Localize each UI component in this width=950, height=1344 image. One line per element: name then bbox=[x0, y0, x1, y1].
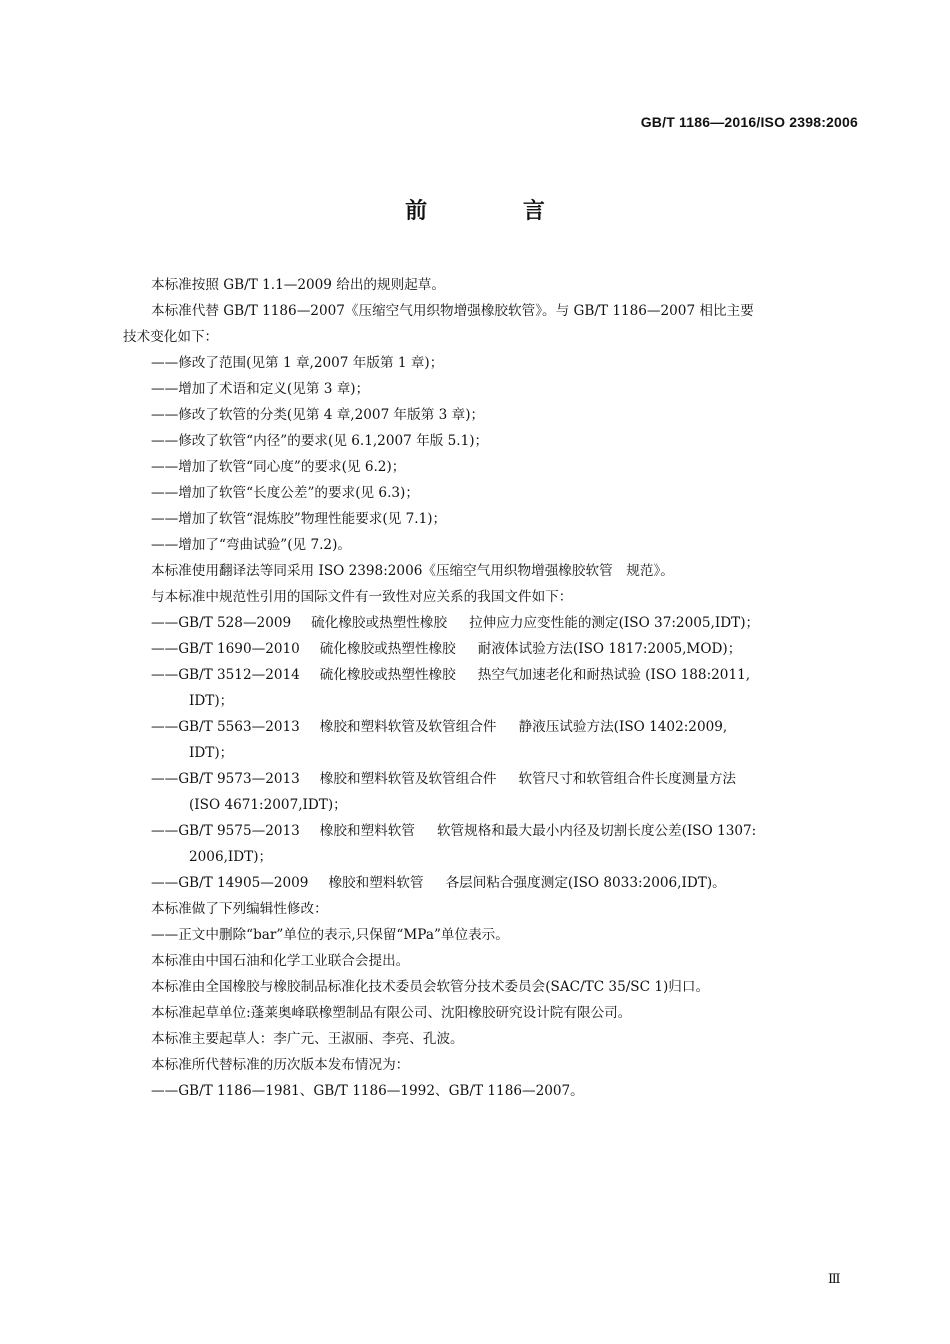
reference-code: ——GB/T 5563—2013 bbox=[151, 719, 300, 735]
page-title: 前 言 bbox=[405, 199, 589, 224]
reference-continuation: 2006,IDT)； bbox=[189, 849, 273, 865]
reference-title-main: 硫化橡胶或热塑性橡胶 bbox=[311, 615, 448, 631]
reference-title-sub: 热空气加速老化和耐热试验 (ISO 188:2011, bbox=[477, 667, 751, 683]
change-item: ——修改了软管的分类(见第 4 章,2007 年版第 3 章)； bbox=[151, 407, 485, 423]
reference-title-main: 橡胶和塑料软管及软管组合件 bbox=[319, 771, 497, 787]
reference-continuation: IDT)； bbox=[189, 745, 234, 761]
change-item: ——增加了“弯曲试验”(见 7.2)。 bbox=[151, 537, 351, 553]
change-item: ——增加了软管“同心度”的要求(见 6.2)； bbox=[151, 459, 406, 475]
reference-continuation: (ISO 4671:2007,IDT)； bbox=[189, 797, 347, 813]
reference-item bbox=[123, 662, 861, 688]
paragraph: 本标准所代替标准的历次版本发布情况为： bbox=[151, 1057, 410, 1073]
reference-item bbox=[123, 818, 861, 844]
reference-title-sub: 耐液体试验方法(ISO 1817:2005,MOD)； bbox=[477, 641, 742, 657]
paragraph: 与本标准中规范性引用的国际文件有一致性对应关系的我国文件如下： bbox=[151, 589, 573, 605]
paragraph: 本标准由全国橡胶与橡胶制品标准化技术委员会软管分技术委员会(SAC/TC 35/SC 1)归口。 bbox=[151, 979, 710, 995]
reference-code: ——GB/T 3512—2014 bbox=[151, 667, 300, 683]
paragraph-continuation: 技术变化如下： bbox=[123, 329, 219, 345]
reference-title-sub: 静液压试验方法(ISO 1402:2009, bbox=[518, 719, 728, 735]
reference-title-sub: 各层间粘合强度测定(ISO 8033:2006,IDT)。 bbox=[445, 875, 726, 891]
reference-item bbox=[123, 714, 861, 740]
foreword-body bbox=[123, 272, 861, 1104]
standard-number-header: GB/T 1186—2016/ISO 2398:2006 bbox=[640, 114, 858, 130]
paragraph: 本标准由中国石油和化学工业联合会提出。 bbox=[151, 953, 410, 969]
reference-item bbox=[123, 636, 861, 662]
change-item: ——修改了范围(见第 1 章,2007 年版第 1 章)； bbox=[151, 355, 444, 371]
paragraph: 本标准按照 GB/T 1.1—2009 给出的规则起草。 bbox=[151, 277, 445, 293]
reference-title-main: 橡胶和塑料软管 bbox=[328, 875, 424, 891]
reference-title-sub: 软管尺寸和软管组合件长度测量方法 bbox=[518, 771, 737, 787]
reference-title-main: 橡胶和塑料软管 bbox=[319, 823, 415, 839]
reference-code: ——GB/T 14905—2009 bbox=[151, 875, 309, 891]
change-item: ——增加了软管“长度公差”的要求(见 6.3)； bbox=[151, 485, 419, 501]
reference-item bbox=[123, 610, 861, 636]
reference-code: ——GB/T 9573—2013 bbox=[151, 771, 300, 787]
reference-code: ——GB/T 1690—2010 bbox=[151, 641, 300, 657]
paragraph: 本标准起草单位:蓬莱奥峰联橡塑制品有限公司、沈阳橡胶研究设计院有限公司。 bbox=[151, 1005, 632, 1021]
reference-title-sub: 软管规格和最大最小内径及切割长度公差(ISO 1307: bbox=[436, 823, 757, 839]
change-item: ——修改了软管“内径”的要求(见 6.1,2007 年版 5.1)； bbox=[151, 433, 489, 449]
page-number: Ⅲ bbox=[828, 1272, 841, 1287]
change-item: ——增加了软管“混炼胶”物理性能要求(见 7.1)； bbox=[151, 511, 447, 527]
paragraph: 本标准做了下列编辑性修改： bbox=[151, 901, 328, 917]
reference-continuation: IDT)； bbox=[189, 693, 234, 709]
reference-title-sub: 拉伸应力应变性能的测定(ISO 37:2005,IDT)； bbox=[469, 615, 760, 631]
reference-code: ——GB/T 528—2009 bbox=[151, 615, 292, 631]
reference-item bbox=[123, 766, 861, 792]
paragraph: 本标准主要起草人：李广元、王淑丽、李亮、孔波。 bbox=[151, 1031, 464, 1047]
reference-item bbox=[123, 870, 861, 896]
reference-title-main: 硫化橡胶或热塑性橡胶 bbox=[319, 641, 456, 657]
history-item: ——GB/T 1186—1981、GB/T 1186—1992、GB/T 1186—2007。 bbox=[151, 1083, 584, 1099]
paragraph: 本标准使用翻译法等同采用 ISO 2398:2006《压缩空气用织物增强橡胶软管 规范》。 bbox=[151, 563, 674, 579]
reference-title-main: 橡胶和塑料软管及软管组合件 bbox=[319, 719, 497, 735]
reference-title-main: 硫化橡胶或热塑性橡胶 bbox=[319, 667, 456, 683]
change-item: ——增加了术语和定义(见第 3 章)； bbox=[151, 381, 370, 397]
reference-code: ——GB/T 9575—2013 bbox=[151, 823, 300, 839]
paragraph: 本标准代替 GB/T 1186—2007《压缩空气用织物增强橡胶软管》。与 GB/T 1186—2007 相比主要 bbox=[151, 303, 754, 319]
edit-item: ——正文中删除“bar”单位的表示,只保留“MPa”单位表示。 bbox=[151, 927, 509, 943]
